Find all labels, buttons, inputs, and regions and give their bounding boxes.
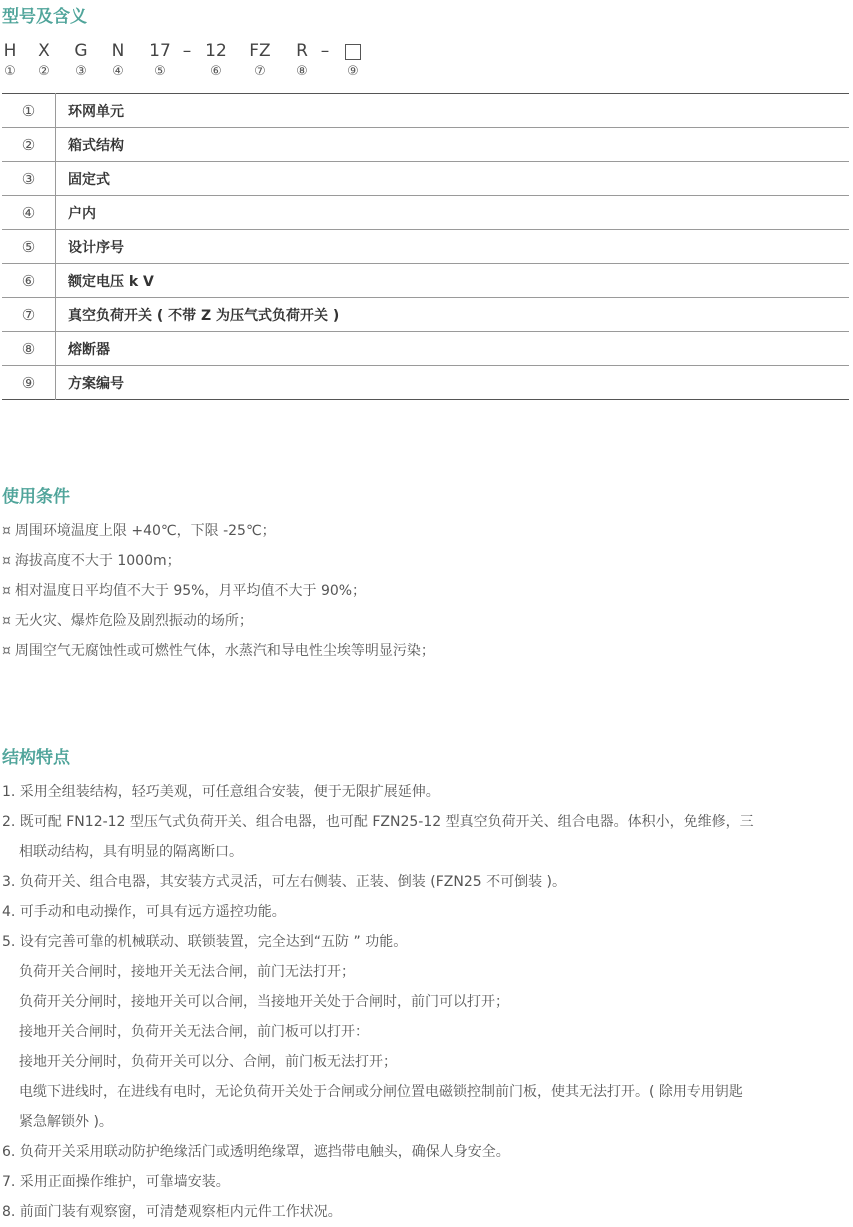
features-list xyxy=(2,777,851,1227)
table-row xyxy=(2,196,849,230)
code-part xyxy=(342,40,364,82)
condition-text: 相对温度日平均值不大于 95%，月平均值不大于 90%； xyxy=(14,583,367,599)
section-title-features: 结构特点 xyxy=(2,748,70,768)
feature-line: 3. 负荷开关、组合电器，其安装方式灵活，可左右侧装、正装、倒装 (FZN25 不可倒装 )。 xyxy=(2,874,567,890)
table-row xyxy=(2,94,849,128)
feature-line: 接地开关分闸时，负荷开关可以分、合闸，前门板无法打开； xyxy=(19,1054,397,1070)
code-char: 17 xyxy=(149,41,171,61)
list-item xyxy=(2,636,435,666)
table-row xyxy=(2,332,849,366)
placeholder-box-icon xyxy=(345,44,361,60)
table-row xyxy=(2,264,849,298)
row-description: 真空负荷开关 ( 不带 Z 为压气式负荷开关 ) xyxy=(56,298,850,332)
list-item xyxy=(2,546,435,576)
code-char: R xyxy=(296,41,308,61)
list-item xyxy=(2,516,435,546)
bullet-icon: ¤ xyxy=(2,613,11,629)
row-number: ② xyxy=(2,128,56,162)
condition-text: 周围空气无腐蚀性或可燃性气体，水蒸汽和导电性尘埃等明显污染； xyxy=(14,643,435,659)
feature-line: 8. 前面门装有观察窗，可清楚观察柜内元件工作状况。 xyxy=(2,1204,342,1220)
conditions-list xyxy=(2,516,435,666)
code-char: N xyxy=(111,41,125,61)
code-num: ⑧ xyxy=(296,64,308,79)
condition-text: 海拔高度不大于 1000m； xyxy=(14,553,181,569)
code-part xyxy=(34,40,54,82)
code-part xyxy=(202,40,230,82)
code-dash xyxy=(178,40,196,62)
feature-line: 7. 采用正面操作维护，可靠墙安装。 xyxy=(2,1174,230,1190)
code-part xyxy=(0,40,20,82)
feature-line: 4. 可手动和电动操作，可具有远方遥控功能。 xyxy=(2,904,286,920)
row-number: ⑧ xyxy=(2,332,56,366)
row-description: 设计序号 xyxy=(56,230,850,264)
row-number: ⑨ xyxy=(2,366,56,400)
code-part xyxy=(292,40,312,82)
code-dash xyxy=(316,40,334,62)
code-char: FZ xyxy=(249,41,271,61)
row-description: 户内 xyxy=(56,196,850,230)
condition-text: 周围环境温度上限 +40℃，下限 -25℃； xyxy=(14,523,276,539)
bullet-icon: ¤ xyxy=(2,553,11,569)
feature-line: 电缆下进线时，在进线有电时，无论负荷开关处于合闸或分闸位置电磁锁控制前门板，使其无法打开。( 除用专用钥匙 xyxy=(19,1084,743,1100)
code-char: 12 xyxy=(205,41,227,61)
row-description: 固定式 xyxy=(56,162,850,196)
section-title-model: 型号及含义 xyxy=(2,7,87,27)
row-description: 方案编号 xyxy=(68,375,124,392)
table-row xyxy=(2,128,849,162)
row-description: 环网单元 xyxy=(56,94,850,128)
code-placeholder xyxy=(342,40,364,62)
row-number: ④ xyxy=(2,196,56,230)
code-num: ③ xyxy=(75,64,87,79)
list-item xyxy=(2,606,435,636)
code-char: – xyxy=(320,41,330,61)
code-char: G xyxy=(74,41,88,61)
code-part xyxy=(71,40,91,82)
list-item xyxy=(2,576,435,606)
code-char: – xyxy=(182,41,192,61)
row-number: ⑥ xyxy=(2,264,56,298)
section-title-conditions: 使用条件 xyxy=(2,487,70,507)
row-number: ① xyxy=(2,94,56,128)
feature-line: 相联动结构，具有明显的隔离断口。 xyxy=(19,844,243,860)
bullet-icon: ¤ xyxy=(2,643,11,659)
row-description: 箱式结构 xyxy=(56,128,850,162)
code-num: ⑥ xyxy=(210,64,222,79)
table-row xyxy=(2,162,849,196)
code-num: ② xyxy=(38,64,50,79)
feature-line: 负荷开关分闸时，接地开关可以合闸，当接地开关处于合闸时，前门可以打开； xyxy=(19,994,509,1010)
feature-line: 5. 设有完善可靠的机械联动、联锁装置，完全达到“五防 ” 功能。 xyxy=(2,934,408,950)
feature-line: 2. 既可配 FN12-12 型压气式负荷开关、组合电器，也可配 FZN25-12 型真空负荷开关、组合电器。体积小，免维修，三 xyxy=(2,814,754,830)
feature-line: 6. 负荷开关采用联动防护绝缘活门或透明绝缘罩，遮挡带电触头，确保人身安全。 xyxy=(2,1144,510,1160)
code-part xyxy=(246,40,274,82)
table-row xyxy=(2,230,849,264)
row-number: ③ xyxy=(2,162,56,196)
row-description: 熔断器 xyxy=(56,332,850,366)
bullet-icon: ¤ xyxy=(2,583,11,599)
code-num: ⑤ xyxy=(154,64,166,79)
code-num: ① xyxy=(4,64,16,79)
feature-line: 负荷开关合闸时，接地开关无法合闸，前门无法打开； xyxy=(19,964,355,980)
feature-line: 接地开关合闸时，负荷开关无法合闸，前门板可以打开： xyxy=(19,1024,369,1040)
table-row xyxy=(2,298,849,332)
code-char: H xyxy=(3,41,17,61)
meaning-table xyxy=(2,93,849,400)
table-row xyxy=(2,366,849,400)
row-number: ⑤ xyxy=(2,230,56,264)
feature-line: 1. 采用全组装结构，轻巧美观，可任意组合安装，便于无限扩展延伸。 xyxy=(2,784,440,800)
code-part xyxy=(146,40,174,82)
code-num: ⑨ xyxy=(347,64,359,79)
code-num: ④ xyxy=(112,64,124,79)
row-number: ⑦ xyxy=(2,298,56,332)
row-description: 额定电压 k V xyxy=(56,264,850,298)
code-part xyxy=(108,40,128,82)
bullet-icon: ¤ xyxy=(2,523,11,539)
feature-line: 紧急解锁外 )。 xyxy=(19,1114,113,1130)
code-num: ⑦ xyxy=(254,64,266,79)
model-code-row xyxy=(0,40,380,84)
code-char: X xyxy=(38,41,50,61)
condition-text: 无火灾、爆炸危险及剧烈振动的场所； xyxy=(14,613,253,629)
